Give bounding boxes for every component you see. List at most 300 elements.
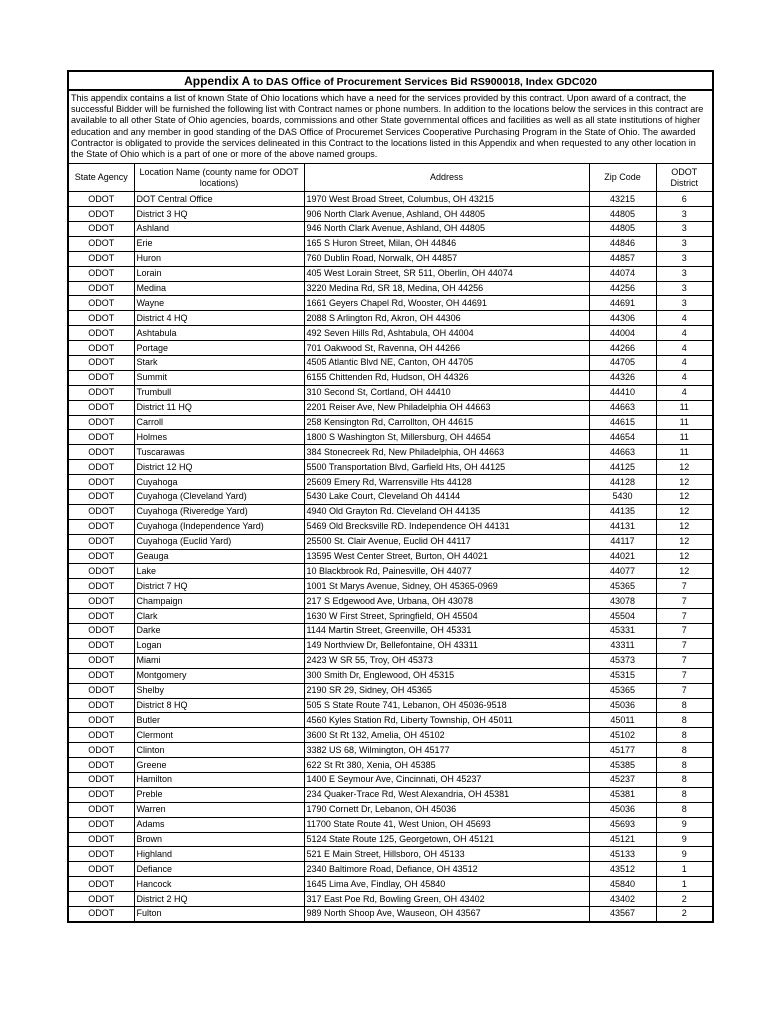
zip-code-cell: 45840 bbox=[589, 877, 656, 892]
zip-code-cell: 45133 bbox=[589, 847, 656, 862]
zip-code-cell: 45365 bbox=[589, 683, 656, 698]
table-row bbox=[68, 385, 713, 400]
location-name-cell: District 11 HQ bbox=[134, 400, 304, 415]
odot-district-cell: 7 bbox=[656, 609, 713, 624]
state-agency-cell: ODOT bbox=[68, 236, 134, 251]
zip-code-cell: 44805 bbox=[589, 207, 656, 222]
address-cell: 2201 Reiser Ave, New Philadelphia OH 44663 bbox=[304, 400, 589, 415]
odot-district-cell: 7 bbox=[656, 638, 713, 653]
address-cell: 2190 SR 29, Sidney, OH 45365 bbox=[304, 683, 589, 698]
table-row bbox=[68, 207, 713, 222]
address-cell: 11700 State Route 41, West Union, OH 45693 bbox=[304, 817, 589, 832]
zip-code-cell: 45365 bbox=[589, 579, 656, 594]
zip-code-cell: 45504 bbox=[589, 609, 656, 624]
locations-table bbox=[67, 70, 714, 923]
state-agency-cell: ODOT bbox=[68, 609, 134, 624]
location-name-cell: Cuyahoga (Independence Yard) bbox=[134, 519, 304, 534]
table-row bbox=[68, 534, 713, 549]
location-name-cell: Wayne bbox=[134, 296, 304, 311]
address-cell: 13595 West Center Street, Burton, OH 44021 bbox=[304, 549, 589, 564]
zip-code-cell: 45177 bbox=[589, 743, 656, 758]
location-name-cell: Trumbull bbox=[134, 385, 304, 400]
state-agency-cell: ODOT bbox=[68, 475, 134, 490]
state-agency-cell: ODOT bbox=[68, 296, 134, 311]
address-cell: 1645 Lima Ave, Findlay, OH 45840 bbox=[304, 877, 589, 892]
zip-code-cell: 44306 bbox=[589, 311, 656, 326]
zip-code-cell: 45102 bbox=[589, 728, 656, 743]
state-agency-cell: ODOT bbox=[68, 534, 134, 549]
table-row bbox=[68, 445, 713, 460]
address-cell: 505 S State Route 741, Lebanon, OH 45036-9518 bbox=[304, 698, 589, 713]
table-row bbox=[68, 236, 713, 251]
location-name-cell: Carroll bbox=[134, 415, 304, 430]
odot-district-cell: 7 bbox=[656, 594, 713, 609]
address-cell: 25500 St. Clair Avenue, Euclid OH 44117 bbox=[304, 534, 589, 549]
odot-district-cell: 3 bbox=[656, 296, 713, 311]
odot-district-cell: 7 bbox=[656, 579, 713, 594]
state-agency-cell: ODOT bbox=[68, 728, 134, 743]
header-zip-code: Zip Code bbox=[589, 164, 656, 192]
table-row bbox=[68, 415, 713, 430]
table-row bbox=[68, 311, 713, 326]
table-row bbox=[68, 758, 713, 773]
zip-code-cell: 45011 bbox=[589, 713, 656, 728]
table-row bbox=[68, 594, 713, 609]
location-name-cell: Clark bbox=[134, 609, 304, 624]
table-row bbox=[68, 668, 713, 683]
zip-code-cell: 44266 bbox=[589, 341, 656, 356]
table-row bbox=[68, 430, 713, 445]
location-name-cell: Cuyahoga (Cleveland Yard) bbox=[134, 490, 304, 505]
odot-district-cell: 7 bbox=[656, 653, 713, 668]
location-name-cell: Clermont bbox=[134, 728, 304, 743]
address-cell: 946 North Clark Avenue, Ashland, OH 44805 bbox=[304, 222, 589, 237]
odot-district-cell: 12 bbox=[656, 460, 713, 475]
state-agency-cell: ODOT bbox=[68, 266, 134, 281]
address-cell: 310 Second St, Cortland, OH 44410 bbox=[304, 385, 589, 400]
address-cell: 165 S Huron Street, Milan, OH 44846 bbox=[304, 236, 589, 251]
address-cell: 989 North Shoop Ave, Wauseon, OH 43567 bbox=[304, 906, 589, 921]
table-row bbox=[68, 222, 713, 237]
state-agency-cell: ODOT bbox=[68, 370, 134, 385]
address-cell: 5124 State Route 125, Georgetown, OH 45121 bbox=[304, 832, 589, 847]
zip-code-cell: 44846 bbox=[589, 236, 656, 251]
state-agency-cell: ODOT bbox=[68, 192, 134, 207]
address-cell: 258 Kensington Rd, Carrollton, OH 44615 bbox=[304, 415, 589, 430]
address-cell: 300 Smith Dr, Englewood, OH 45315 bbox=[304, 668, 589, 683]
state-agency-cell: ODOT bbox=[68, 460, 134, 475]
title-rest: to DAS Office of Procurement Services Bid RS900018, Index GDC020 bbox=[253, 75, 597, 88]
state-agency-cell: ODOT bbox=[68, 564, 134, 579]
zip-code-cell: 44125 bbox=[589, 460, 656, 475]
location-name-cell: Champaign bbox=[134, 594, 304, 609]
zip-code-cell: 45385 bbox=[589, 758, 656, 773]
location-name-cell: Logan bbox=[134, 638, 304, 653]
zip-code-cell: 45693 bbox=[589, 817, 656, 832]
zip-code-cell: 45036 bbox=[589, 698, 656, 713]
table-row bbox=[68, 519, 713, 534]
appendix-title bbox=[68, 71, 713, 90]
address-cell: 1790 Cornett Dr, Lebanon, OH 45036 bbox=[304, 802, 589, 817]
location-name-cell: Tuscarawas bbox=[134, 445, 304, 460]
title-prefix: Appendix A bbox=[184, 73, 251, 88]
address-cell: 1630 W First Street, Springfield, OH 45504 bbox=[304, 609, 589, 624]
state-agency-cell: ODOT bbox=[68, 281, 134, 296]
address-cell: 3382 US 68, Wilmington, OH 45177 bbox=[304, 743, 589, 758]
state-agency-cell: ODOT bbox=[68, 862, 134, 877]
column-header-row bbox=[68, 164, 713, 192]
location-name-cell: Huron bbox=[134, 251, 304, 266]
table-row bbox=[68, 728, 713, 743]
odot-district-cell: 7 bbox=[656, 683, 713, 698]
odot-district-cell: 11 bbox=[656, 400, 713, 415]
odot-district-cell: 7 bbox=[656, 668, 713, 683]
zip-code-cell: 45373 bbox=[589, 653, 656, 668]
state-agency-cell: ODOT bbox=[68, 445, 134, 460]
zip-code-cell: 44705 bbox=[589, 356, 656, 371]
state-agency-cell: ODOT bbox=[68, 504, 134, 519]
odot-district-cell: 4 bbox=[656, 311, 713, 326]
zip-code-cell: 44074 bbox=[589, 266, 656, 281]
state-agency-cell: ODOT bbox=[68, 906, 134, 921]
location-name-cell: Hamilton bbox=[134, 772, 304, 787]
table-row bbox=[68, 638, 713, 653]
table-row bbox=[68, 847, 713, 862]
location-name-cell: Preble bbox=[134, 787, 304, 802]
state-agency-cell: ODOT bbox=[68, 653, 134, 668]
address-cell: 2340 Baltimore Road, Defiance, OH 43512 bbox=[304, 862, 589, 877]
address-cell: 1661 Geyers Chapel Rd, Wooster, OH 44691 bbox=[304, 296, 589, 311]
state-agency-cell: ODOT bbox=[68, 802, 134, 817]
header-address: Address bbox=[304, 164, 589, 192]
table-row bbox=[68, 490, 713, 505]
zip-code-cell: 43078 bbox=[589, 594, 656, 609]
table-row bbox=[68, 817, 713, 832]
table-row bbox=[68, 475, 713, 490]
state-agency-cell: ODOT bbox=[68, 668, 134, 683]
address-cell: 234 Quaker-Trace Rd, West Alexandria, OH 45381 bbox=[304, 787, 589, 802]
state-agency-cell: ODOT bbox=[68, 892, 134, 907]
state-agency-cell: ODOT bbox=[68, 698, 134, 713]
location-name-cell: Miami bbox=[134, 653, 304, 668]
odot-district-cell: 12 bbox=[656, 519, 713, 534]
odot-district-cell: 8 bbox=[656, 698, 713, 713]
address-cell: 906 North Clark Avenue, Ashland, OH 44805 bbox=[304, 207, 589, 222]
odot-district-cell: 6 bbox=[656, 192, 713, 207]
table-row bbox=[68, 370, 713, 385]
address-cell: 4505 Atlantic Blvd NE, Canton, OH 44705 bbox=[304, 356, 589, 371]
table-row bbox=[68, 341, 713, 356]
table-row bbox=[68, 653, 713, 668]
address-cell: 4560 Kyles Station Rd, Liberty Township, OH 45011 bbox=[304, 713, 589, 728]
state-agency-cell: ODOT bbox=[68, 743, 134, 758]
state-agency-cell: ODOT bbox=[68, 222, 134, 237]
state-agency-cell: ODOT bbox=[68, 877, 134, 892]
odot-district-cell: 8 bbox=[656, 758, 713, 773]
zip-code-cell: 45036 bbox=[589, 802, 656, 817]
address-cell: 317 East Poe Rd, Bowling Green, OH 43402 bbox=[304, 892, 589, 907]
location-name-cell: Stark bbox=[134, 356, 304, 371]
location-name-cell: District 8 HQ bbox=[134, 698, 304, 713]
odot-district-cell: 12 bbox=[656, 504, 713, 519]
odot-district-cell: 8 bbox=[656, 743, 713, 758]
location-name-cell: District 7 HQ bbox=[134, 579, 304, 594]
table-row bbox=[68, 192, 713, 207]
state-agency-cell: ODOT bbox=[68, 817, 134, 832]
location-name-cell: Portage bbox=[134, 341, 304, 356]
header-state-agency: State Agency bbox=[68, 164, 134, 192]
odot-district-cell: 8 bbox=[656, 713, 713, 728]
table-row bbox=[68, 787, 713, 802]
location-name-cell: Montgomery bbox=[134, 668, 304, 683]
location-name-cell: DOT Central Office bbox=[134, 192, 304, 207]
odot-district-cell: 1 bbox=[656, 877, 713, 892]
address-cell: 1400 E Seymour Ave, Cincinnati, OH 45237 bbox=[304, 772, 589, 787]
table-row bbox=[68, 802, 713, 817]
address-cell: 3220 Medina Rd, SR 18, Medina, OH 44256 bbox=[304, 281, 589, 296]
zip-code-cell: 44654 bbox=[589, 430, 656, 445]
zip-code-cell: 43567 bbox=[589, 906, 656, 921]
appendix-document bbox=[67, 70, 712, 923]
location-rows bbox=[68, 192, 713, 922]
location-name-cell: Fulton bbox=[134, 906, 304, 921]
zip-code-cell: 44004 bbox=[589, 326, 656, 341]
state-agency-cell: ODOT bbox=[68, 490, 134, 505]
zip-code-cell: 44663 bbox=[589, 400, 656, 415]
odot-district-cell: 12 bbox=[656, 549, 713, 564]
address-cell: 5500 Transportation Blvd, Garfield Hts, OH 44125 bbox=[304, 460, 589, 475]
intro-paragraph: This appendix contains a list of known State of Ohio locations which have a need for the services provided by this contract. Upon award of a contract, the successful Bidder will be furnished the following list with Contract names or phone numbers. In addition to the locations below the services in this contract are available to all other State of Ohio agencies, boards, commissions and other State governmental offices and facilities as well as all state institutions of higher education and any member in good standing of the DAS Office of Procuremet Services Cooperative Purchasing Program in the State of Ohio. The awarded Contractor is obligated to provide the services delineated in this Contract to the locations listed in this Appendix and when requested to any other location in the State of Ohio which is a part of one or more of the above named groups. bbox=[68, 90, 713, 164]
odot-district-cell: 1 bbox=[656, 862, 713, 877]
table-row bbox=[68, 892, 713, 907]
table-row bbox=[68, 504, 713, 519]
table-row bbox=[68, 713, 713, 728]
odot-district-cell: 9 bbox=[656, 817, 713, 832]
table-row bbox=[68, 326, 713, 341]
location-name-cell: District 4 HQ bbox=[134, 311, 304, 326]
zip-code-cell: 43512 bbox=[589, 862, 656, 877]
odot-district-cell: 4 bbox=[656, 326, 713, 341]
table-row bbox=[68, 579, 713, 594]
state-agency-cell: ODOT bbox=[68, 713, 134, 728]
location-name-cell: Highland bbox=[134, 847, 304, 862]
state-agency-cell: ODOT bbox=[68, 579, 134, 594]
table-row bbox=[68, 266, 713, 281]
odot-district-cell: 4 bbox=[656, 356, 713, 371]
odot-district-cell: 7 bbox=[656, 624, 713, 639]
location-name-cell: Ashland bbox=[134, 222, 304, 237]
zip-code-cell: 44663 bbox=[589, 445, 656, 460]
address-cell: 492 Seven Hills Rd, Ashtabula, OH 44004 bbox=[304, 326, 589, 341]
state-agency-cell: ODOT bbox=[68, 385, 134, 400]
state-agency-cell: ODOT bbox=[68, 549, 134, 564]
table-row bbox=[68, 549, 713, 564]
table-row bbox=[68, 400, 713, 415]
odot-district-cell: 3 bbox=[656, 236, 713, 251]
odot-district-cell: 8 bbox=[656, 787, 713, 802]
state-agency-cell: ODOT bbox=[68, 638, 134, 653]
location-name-cell: Geauga bbox=[134, 549, 304, 564]
header-location-name: Location Name (county name for ODOT locations) bbox=[134, 164, 304, 192]
table-row bbox=[68, 832, 713, 847]
table-row bbox=[68, 281, 713, 296]
odot-district-cell: 11 bbox=[656, 415, 713, 430]
address-cell: 149 Northview Dr, Bellefontaine, OH 43311 bbox=[304, 638, 589, 653]
state-agency-cell: ODOT bbox=[68, 356, 134, 371]
location-name-cell: Cuyahoga (Riveredge Yard) bbox=[134, 504, 304, 519]
table-row bbox=[68, 772, 713, 787]
location-name-cell: District 2 HQ bbox=[134, 892, 304, 907]
address-cell: 4940 Old Grayton Rd. Cleveland OH 44135 bbox=[304, 504, 589, 519]
table-row bbox=[68, 609, 713, 624]
location-name-cell: Lorain bbox=[134, 266, 304, 281]
address-cell: 10 Blackbrook Rd, Painesville, OH 44077 bbox=[304, 564, 589, 579]
state-agency-cell: ODOT bbox=[68, 758, 134, 773]
odot-district-cell: 11 bbox=[656, 430, 713, 445]
state-agency-cell: ODOT bbox=[68, 847, 134, 862]
state-agency-cell: ODOT bbox=[68, 400, 134, 415]
location-name-cell: Ashtabula bbox=[134, 326, 304, 341]
zip-code-cell: 44805 bbox=[589, 222, 656, 237]
table-row bbox=[68, 251, 713, 266]
zip-code-cell: 44691 bbox=[589, 296, 656, 311]
header-odot-district: ODOT District bbox=[656, 164, 713, 192]
odot-district-cell: 12 bbox=[656, 475, 713, 490]
state-agency-cell: ODOT bbox=[68, 341, 134, 356]
zip-code-cell: 44021 bbox=[589, 549, 656, 564]
zip-code-cell: 45315 bbox=[589, 668, 656, 683]
odot-district-cell: 3 bbox=[656, 266, 713, 281]
location-name-cell: Cuyahoga bbox=[134, 475, 304, 490]
address-cell: 2423 W SR 55, Troy, OH 45373 bbox=[304, 653, 589, 668]
odot-district-cell: 11 bbox=[656, 445, 713, 460]
state-agency-cell: ODOT bbox=[68, 326, 134, 341]
zip-code-cell: 43402 bbox=[589, 892, 656, 907]
state-agency-cell: ODOT bbox=[68, 594, 134, 609]
address-cell: 622 St Rt 380, Xenia, OH 45385 bbox=[304, 758, 589, 773]
zip-code-cell: 45121 bbox=[589, 832, 656, 847]
location-name-cell: Shelby bbox=[134, 683, 304, 698]
address-cell: 405 West Lorain Street, SR 511, Oberlin, OH 44074 bbox=[304, 266, 589, 281]
location-name-cell: Summit bbox=[134, 370, 304, 385]
table-row bbox=[68, 564, 713, 579]
zip-code-cell: 5430 bbox=[589, 490, 656, 505]
address-cell: 5430 Lake Court, Cleveland Oh 44144 bbox=[304, 490, 589, 505]
location-name-cell: Warren bbox=[134, 802, 304, 817]
address-cell: 217 S Edgewood Ave, Urbana, OH 43078 bbox=[304, 594, 589, 609]
table-row bbox=[68, 460, 713, 475]
zip-code-cell: 45331 bbox=[589, 624, 656, 639]
odot-district-cell: 4 bbox=[656, 385, 713, 400]
location-name-cell: Hancock bbox=[134, 877, 304, 892]
state-agency-cell: ODOT bbox=[68, 624, 134, 639]
odot-district-cell: 4 bbox=[656, 370, 713, 385]
zip-code-cell: 45237 bbox=[589, 772, 656, 787]
table-row bbox=[68, 877, 713, 892]
address-cell: 3600 St Rt 132, Amelia, OH 45102 bbox=[304, 728, 589, 743]
zip-code-cell: 45381 bbox=[589, 787, 656, 802]
state-agency-cell: ODOT bbox=[68, 415, 134, 430]
address-cell: 25609 Emery Rd, Warrensville Hts 44128 bbox=[304, 475, 589, 490]
odot-district-cell: 9 bbox=[656, 832, 713, 847]
table-row bbox=[68, 906, 713, 921]
odot-district-cell: 2 bbox=[656, 892, 713, 907]
zip-code-cell: 44615 bbox=[589, 415, 656, 430]
odot-district-cell: 3 bbox=[656, 251, 713, 266]
state-agency-cell: ODOT bbox=[68, 311, 134, 326]
odot-district-cell: 9 bbox=[656, 847, 713, 862]
zip-code-cell: 43215 bbox=[589, 192, 656, 207]
location-name-cell: Holmes bbox=[134, 430, 304, 445]
table-row bbox=[68, 862, 713, 877]
zip-code-cell: 44256 bbox=[589, 281, 656, 296]
zip-code-cell: 44117 bbox=[589, 534, 656, 549]
odot-district-cell: 12 bbox=[656, 534, 713, 549]
odot-district-cell: 4 bbox=[656, 341, 713, 356]
location-name-cell: District 12 HQ bbox=[134, 460, 304, 475]
table-row bbox=[68, 356, 713, 371]
location-name-cell: Cuyahoga (Euclid Yard) bbox=[134, 534, 304, 549]
zip-code-cell: 43311 bbox=[589, 638, 656, 653]
state-agency-cell: ODOT bbox=[68, 207, 134, 222]
table-row bbox=[68, 683, 713, 698]
odot-district-cell: 2 bbox=[656, 906, 713, 921]
address-cell: 6155 Chittenden Rd, Hudson, OH 44326 bbox=[304, 370, 589, 385]
address-cell: 384 Stonecreek Rd, New Philadelphia, OH 44663 bbox=[304, 445, 589, 460]
odot-district-cell: 3 bbox=[656, 222, 713, 237]
location-name-cell: District 3 HQ bbox=[134, 207, 304, 222]
location-name-cell: Butler bbox=[134, 713, 304, 728]
address-cell: 701 Oakwood St, Ravenna, OH 44266 bbox=[304, 341, 589, 356]
odot-district-cell: 8 bbox=[656, 728, 713, 743]
location-name-cell: Darke bbox=[134, 624, 304, 639]
address-cell: 521 E Main Street, Hillsboro, OH 45133 bbox=[304, 847, 589, 862]
location-name-cell: Adams bbox=[134, 817, 304, 832]
table-row bbox=[68, 698, 713, 713]
odot-district-cell: 3 bbox=[656, 207, 713, 222]
zip-code-cell: 44128 bbox=[589, 475, 656, 490]
odot-district-cell: 12 bbox=[656, 490, 713, 505]
zip-code-cell: 44131 bbox=[589, 519, 656, 534]
state-agency-cell: ODOT bbox=[68, 772, 134, 787]
state-agency-cell: ODOT bbox=[68, 430, 134, 445]
odot-district-cell: 12 bbox=[656, 564, 713, 579]
table-row bbox=[68, 624, 713, 639]
zip-code-cell: 44326 bbox=[589, 370, 656, 385]
odot-district-cell: 8 bbox=[656, 772, 713, 787]
location-name-cell: Brown bbox=[134, 832, 304, 847]
address-cell: 1144 Martin Street, Greenville, OH 45331 bbox=[304, 624, 589, 639]
table-row bbox=[68, 296, 713, 311]
location-name-cell: Clinton bbox=[134, 743, 304, 758]
state-agency-cell: ODOT bbox=[68, 683, 134, 698]
address-cell: 5469 Old Brecksville RD. Independence OH 44131 bbox=[304, 519, 589, 534]
state-agency-cell: ODOT bbox=[68, 787, 134, 802]
address-cell: 1970 West Broad Street, Columbus, OH 43215 bbox=[304, 192, 589, 207]
location-name-cell: Medina bbox=[134, 281, 304, 296]
odot-district-cell: 3 bbox=[656, 281, 713, 296]
zip-code-cell: 44135 bbox=[589, 504, 656, 519]
state-agency-cell: ODOT bbox=[68, 251, 134, 266]
state-agency-cell: ODOT bbox=[68, 832, 134, 847]
location-name-cell: Defiance bbox=[134, 862, 304, 877]
address-cell: 2088 S Arlington Rd, Akron, OH 44306 bbox=[304, 311, 589, 326]
zip-code-cell: 44410 bbox=[589, 385, 656, 400]
zip-code-cell: 44077 bbox=[589, 564, 656, 579]
location-name-cell: Lake bbox=[134, 564, 304, 579]
address-cell: 1001 St Marys Avenue, Sidney, OH 45365-0969 bbox=[304, 579, 589, 594]
location-name-cell: Greene bbox=[134, 758, 304, 773]
